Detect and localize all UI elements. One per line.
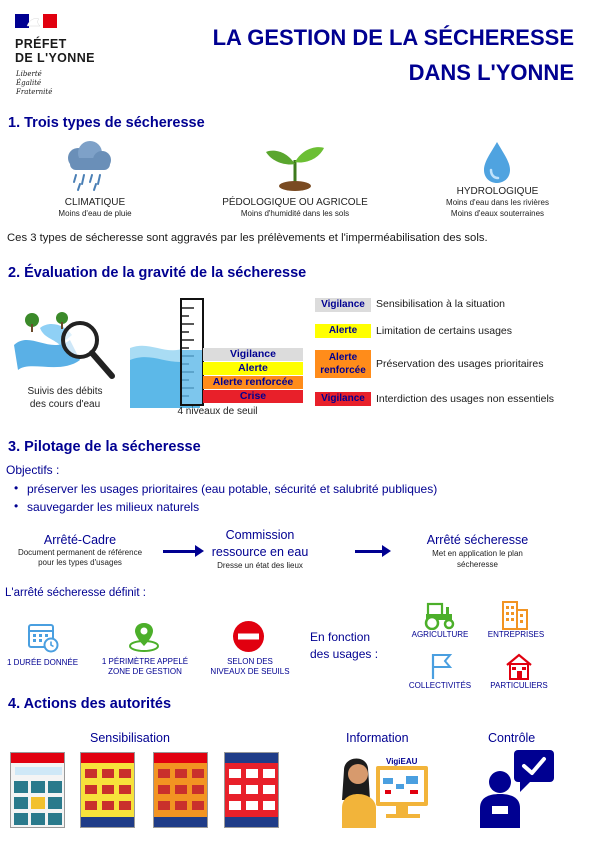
usage-particuliers: PARTICULIERS (490, 681, 548, 690)
page-title-line2: DANS L'YONNE (408, 60, 574, 85)
level-desc-vigilance: Sensibilisation à la situation (376, 298, 505, 310)
sensibilisation-label: Sensibilisation (90, 731, 170, 745)
flow-commission-title1: Commission (225, 528, 295, 542)
level-desc-alerte-renforcee: Préservation des usages prioritaires (376, 358, 544, 370)
section4-title: 4. Actions des autorités (8, 696, 172, 712)
section1-note: Ces 3 types de sécheresse sont aggravés par les prélèvements et l'imperméabilisation des sols. (7, 232, 488, 244)
level-tag-vigilance: Vigilance (315, 298, 371, 312)
type-pedologique: PÉDOLOGIQUE OU AGRICOLE (222, 197, 368, 208)
flow-commission-sub1: Dresse un état des lieux (217, 561, 303, 570)
poster-crise-thumbnail (224, 752, 279, 828)
flow-arrete-cadre-sub1: Document permanent de référence (17, 548, 143, 557)
house-icon (504, 652, 534, 680)
level-desc-crise: Interdiction des usages non essentiels (376, 393, 555, 405)
usage-collectivites: COLLECTIVITÉS (408, 681, 472, 690)
level-tag-alerte-renforcee-1: Alerte (328, 352, 358, 363)
defines-seuils-1: SELON DES (227, 657, 273, 666)
flow-commission-title2: ressource en eau (211, 545, 309, 559)
usages-label-2: des usages : (310, 647, 379, 661)
gauge-ruler (180, 298, 204, 406)
gauge-band-alerte-renforcee: Alerte renforcée (203, 376, 303, 389)
defines-label: L'arrêté sécheresse définit : (5, 587, 146, 599)
type-pedologique-desc: Moins d'humidité dans les sols (240, 209, 350, 218)
vigieau-label: VigiEAU (386, 757, 418, 766)
poster-vigilance-thumbnail (10, 752, 65, 828)
logo-line1: PRÉFET (15, 37, 67, 51)
sprout-icon (262, 140, 328, 192)
rain-cloud-icon (60, 140, 116, 192)
motto-3: Fraternité (16, 88, 53, 96)
usage-entreprises: ENTREPRISES (487, 630, 545, 639)
debits-caption-1: Suivis des débits (27, 386, 103, 397)
motto-2: Égalité (16, 79, 42, 87)
bullet-dot-1: • (14, 481, 19, 495)
section2-title: 2. Évaluation de la gravité de la sécheresse (8, 265, 307, 281)
bullet-dot-2: • (14, 499, 19, 513)
water-drop-icon (480, 140, 514, 184)
objectifs-label: Objectifs : (6, 463, 60, 477)
no-entry-icon (232, 620, 265, 653)
level-tag-alerte-renforcee (315, 350, 371, 378)
flow-arrete-secheresse-title: Arrêté sécheresse (426, 533, 529, 547)
objectif-2: sauvegarder les milieux naturels (27, 500, 200, 514)
controller-with-check-icon (476, 748, 558, 830)
defines-duree: 1 DURÉE DONNÉE (6, 658, 79, 667)
map-pin-icon (127, 619, 161, 653)
flow-arrete-secheresse-sub2: sécheresse (457, 560, 498, 569)
flag-icon (428, 652, 454, 680)
usage-agriculture: AGRICULTURE (411, 630, 469, 639)
river-magnifier-icon (10, 300, 120, 385)
type-hydrologique-desc2: Moins d'eaux souterraines (450, 209, 545, 218)
logo-line2: DE L'YONNE (15, 51, 95, 65)
defines-perimetre-1: 1 PÉRIMÈTRE APPELÉ (101, 657, 189, 666)
type-climatique: CLIMATIQUE (64, 197, 126, 208)
flow-arrow-1 (163, 550, 198, 553)
level-tag-alerte-renforcee-2: renforcée (320, 365, 366, 376)
controle-label: Contrôle (488, 731, 536, 745)
motto-1: Liberté (16, 70, 42, 78)
section3-title: 3. Pilotage de la sécheresse (8, 439, 201, 455)
type-climatique-desc: Moins d'eau de pluie (58, 209, 132, 218)
building-icon (500, 598, 530, 630)
flow-arrow-2 (355, 550, 385, 553)
flow-arrete-cadre-title: Arrêté-Cadre (43, 533, 117, 547)
gauge-caption: 4 niveaux de seuil (177, 406, 258, 417)
debits-caption-2: des cours d'eau (29, 399, 101, 410)
gauge-band-alerte: Alerte (203, 362, 303, 375)
section1-title: 1. Trois types de sécheresse (8, 115, 205, 131)
usages-label-1: En fonction (310, 630, 371, 644)
gauge-band-crise: Crise (203, 390, 303, 403)
information-label: Information (346, 731, 409, 745)
level-desc-alerte: Limitation de certains usages (376, 325, 512, 337)
defines-seuils-2: NIVEAUX DE SEUILS (210, 667, 290, 676)
flow-arrete-cadre-sub2: pour les types d'usages (38, 558, 122, 567)
calendar-clock-icon (27, 621, 59, 653)
level-tag-crise: Vigilance (315, 392, 371, 406)
level-tag-alerte: Alerte (315, 324, 371, 338)
flow-arrete-secheresse-sub1: Met en application le plan (432, 549, 523, 558)
type-hydrologique-desc1: Moins d'eau dans les rivières (446, 198, 549, 207)
objectif-1: préserver les usages prioritaires (eau potable, sécurité et salubrité publiques) (27, 482, 438, 496)
page-title-line1: LA GESTION DE LA SÉCHERESSE (212, 25, 574, 50)
type-hydrologique: HYDROLOGIQUE (456, 186, 539, 197)
marianne-logo (15, 14, 57, 28)
tractor-icon (422, 600, 458, 630)
gauge-band-vigilance: Vigilance (203, 348, 303, 361)
defines-perimetre-2: ZONE DE GESTION (108, 667, 182, 676)
poster-alerte-renforcee-thumbnail (153, 752, 208, 828)
poster-alerte-thumbnail (80, 752, 135, 828)
